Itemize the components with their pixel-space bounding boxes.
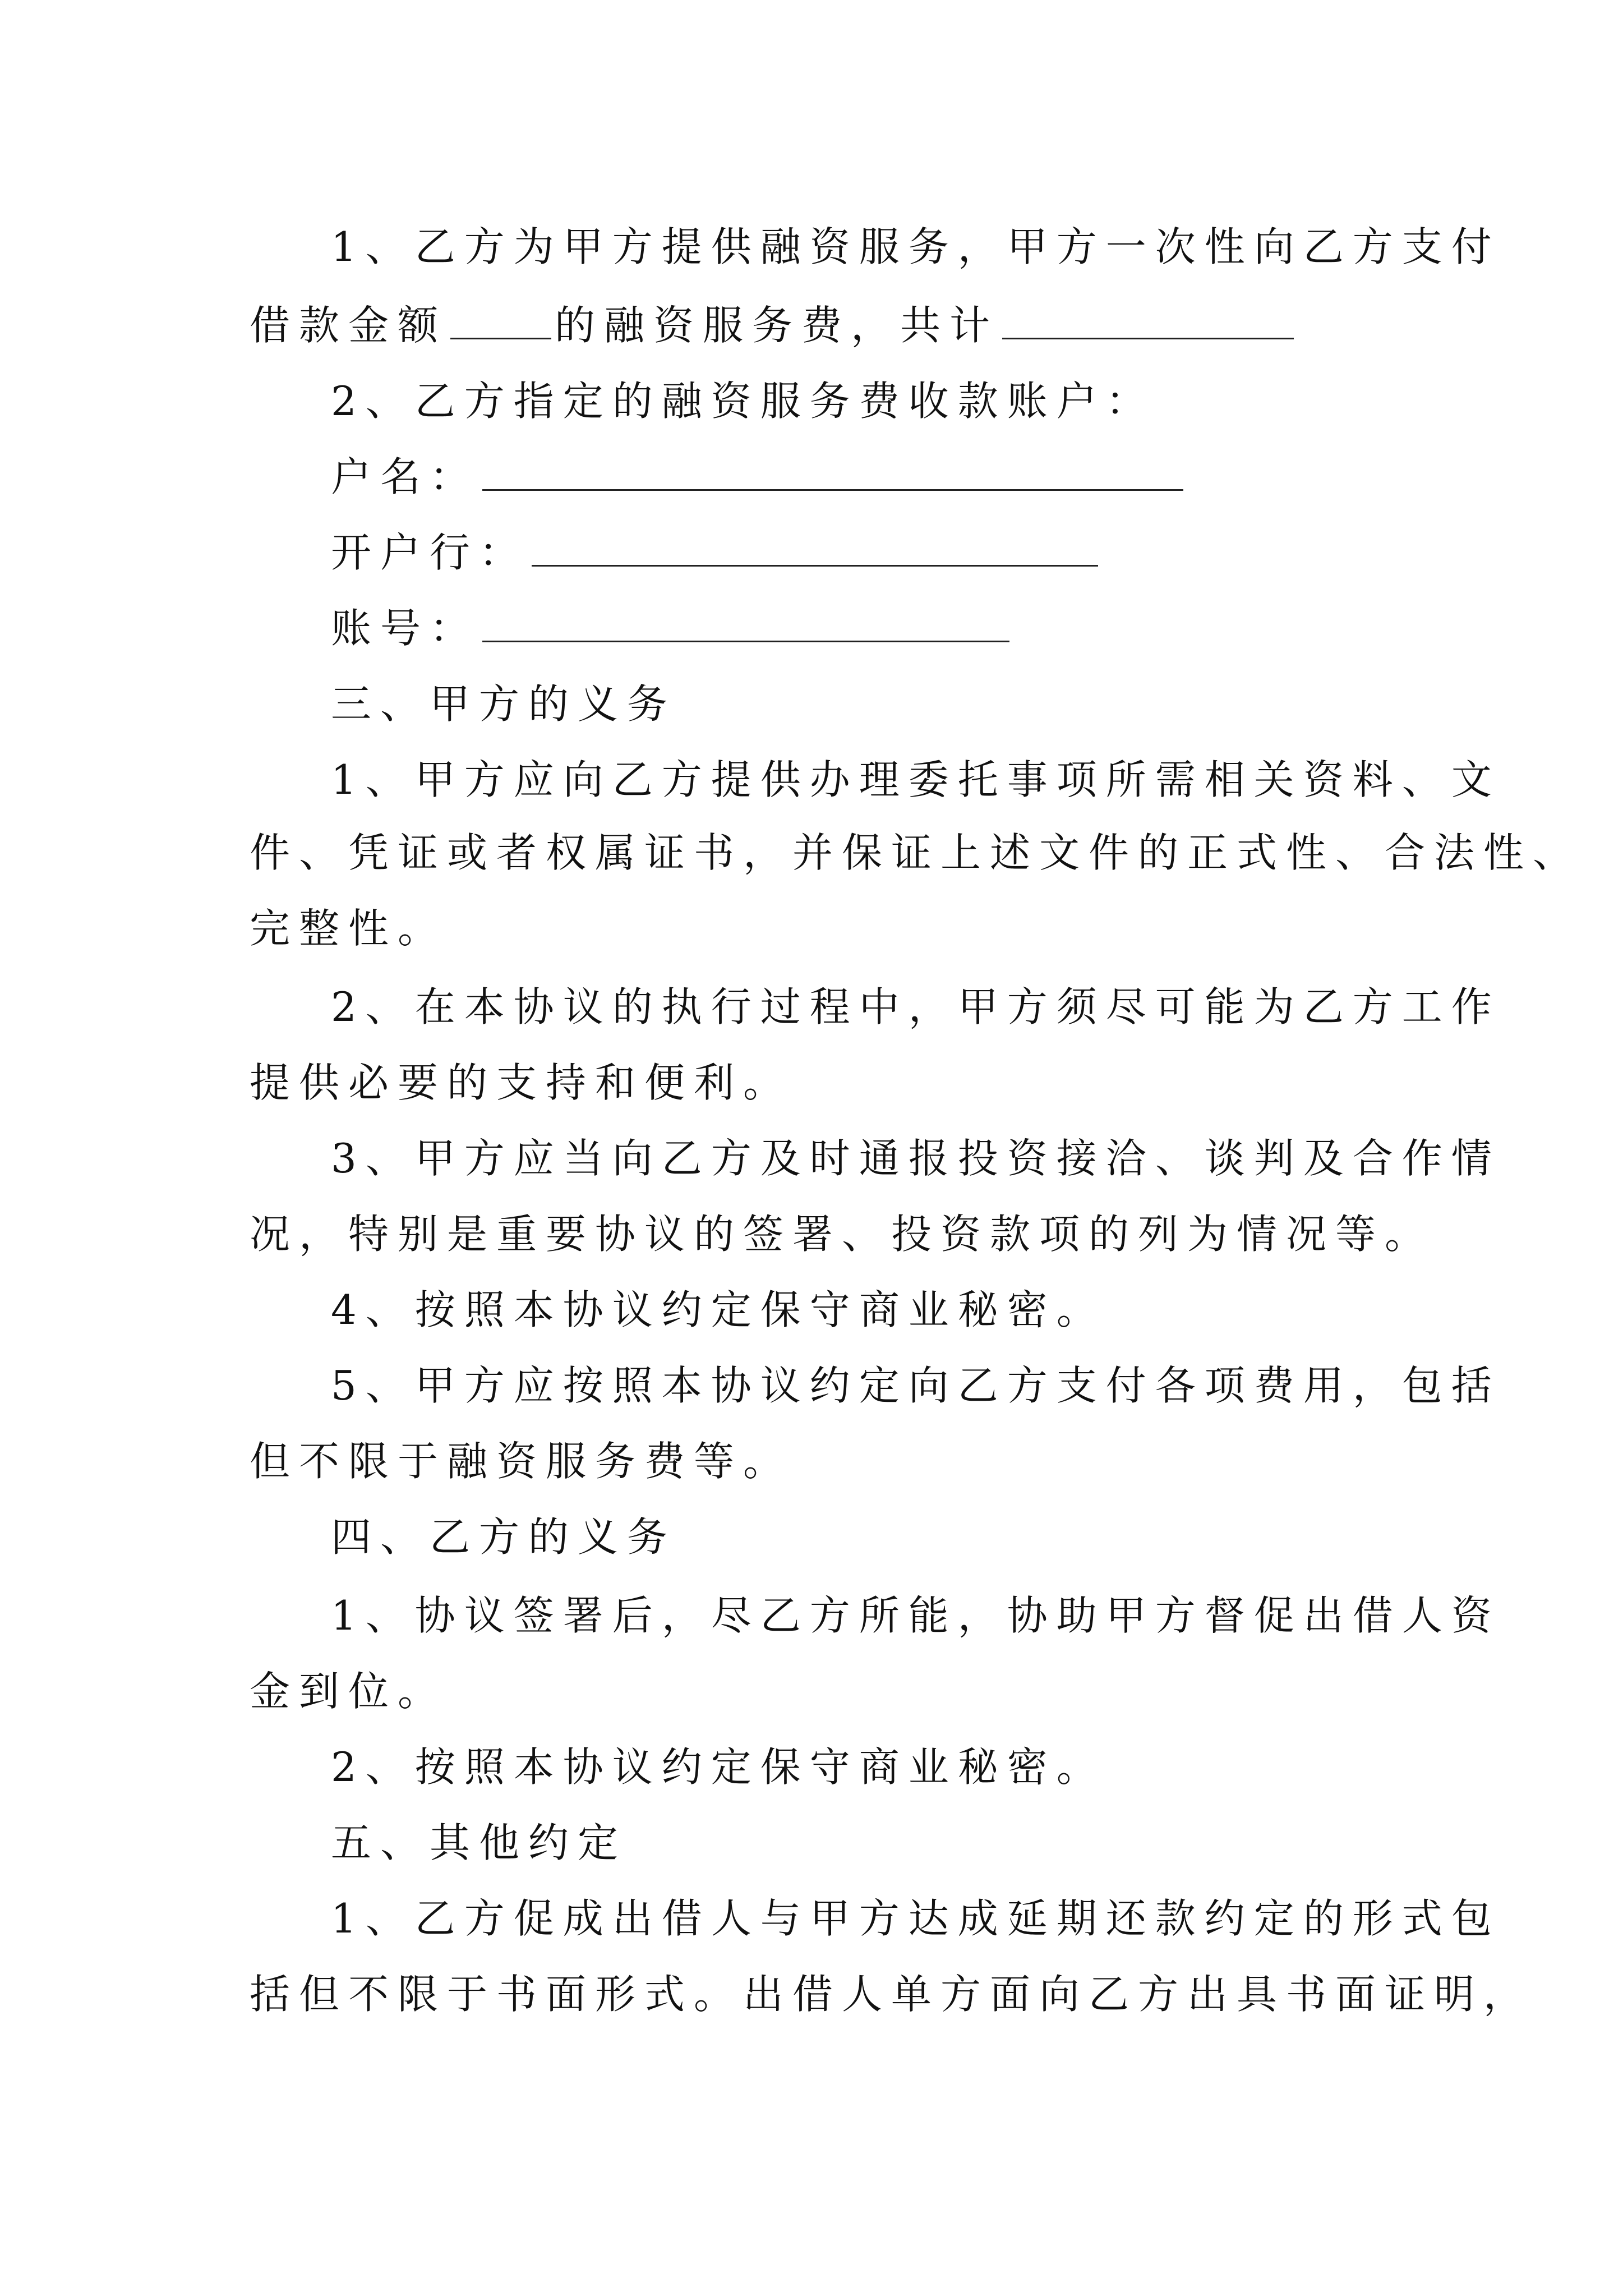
line-text: 括但不限于书面形式。出借人单方面向乙方出具书面证明， <box>250 1971 1533 2018</box>
bank-line <box>331 519 1464 586</box>
account-number-blank[interactable] <box>482 604 1009 642</box>
bank-blank[interactable] <box>532 528 1098 567</box>
section-heading <box>331 1809 1464 1876</box>
line-text: 1、乙方为甲方提供融资服务，甲方一次性向乙方支付 <box>331 223 1501 270</box>
field-label: 开户行： <box>331 529 529 576</box>
clause-line <box>331 213 1501 280</box>
clause-line <box>331 1352 1501 1419</box>
line-text: 借款金额 <box>250 302 448 349</box>
fill-blank-total[interactable] <box>1002 301 1294 339</box>
line-text: 金到位。 <box>250 1668 448 1715</box>
line-text: 5、甲方应按照本协议约定向乙方支付各项费用，包括 <box>331 1362 1501 1409</box>
line-text: 1、乙方促成出借人与甲方达成延期还款约定的形式包 <box>331 1895 1501 1942</box>
line-text: 1、甲方应向乙方提供办理委托事项所需相关资料、文 <box>331 756 1501 803</box>
account-name-blank[interactable] <box>482 452 1183 491</box>
clause-line <box>250 1961 1533 2028</box>
heading-text: 三、甲方的义务 <box>331 680 677 728</box>
line-text: 件、凭证或者权属证书，并保证上述文件的正式性、合法性、 <box>250 829 1583 876</box>
clause-line <box>331 1885 1501 1952</box>
heading-text: 五、其他约定 <box>331 1819 628 1866</box>
clause-line <box>250 1049 1382 1116</box>
fill-blank-rate[interactable] <box>450 301 551 339</box>
heading-text: 四、乙方的义务 <box>331 1513 677 1561</box>
line-text: 的融资服务费，共计 <box>555 302 999 349</box>
clause-line <box>250 292 1382 359</box>
line-text: 4、按照本协议约定保守商业秘密。 <box>331 1286 1106 1333</box>
clause-line <box>331 1582 1501 1649</box>
account-number-line <box>331 595 1464 662</box>
section-heading <box>331 1503 1464 1571</box>
clause-line <box>331 1276 1464 1343</box>
clause-line <box>331 746 1501 813</box>
clause-line <box>250 819 1583 886</box>
line-text: 3、甲方应当向乙方及时通报投资接洽、谈判及合作情 <box>331 1135 1501 1182</box>
line-text: 1、协议签署后，尽乙方所能，协助甲方督促出借人资 <box>331 1592 1501 1639</box>
clause-line <box>331 973 1501 1041</box>
field-label: 账号： <box>331 605 479 652</box>
line-text: 但不限于融资服务费等。 <box>250 1438 793 1485</box>
clause-line <box>331 1125 1501 1192</box>
line-text: 提供必要的支持和便利。 <box>250 1059 793 1106</box>
clause-line <box>331 367 1464 435</box>
clause-line <box>250 1428 1382 1495</box>
section-heading <box>331 670 1464 738</box>
line-text: 2、按照本协议约定保守商业秘密。 <box>331 1743 1106 1791</box>
clause-line <box>331 1733 1464 1801</box>
account-name-line <box>331 443 1464 510</box>
line-text: 2、在本协议的执行过程中，甲方须尽可能为乙方工作 <box>331 983 1501 1030</box>
line-text: 完整性。 <box>250 905 448 952</box>
clause-line <box>250 1658 1382 1725</box>
line-text: 2、乙方指定的融资服务费收款账户： <box>331 378 1155 425</box>
line-text: 况，特别是重要协议的签署、投资款项的列为情况等。 <box>250 1211 1435 1258</box>
clause-line <box>250 895 1382 962</box>
field-label: 户名： <box>331 453 479 500</box>
clause-line <box>250 1200 1435 1268</box>
